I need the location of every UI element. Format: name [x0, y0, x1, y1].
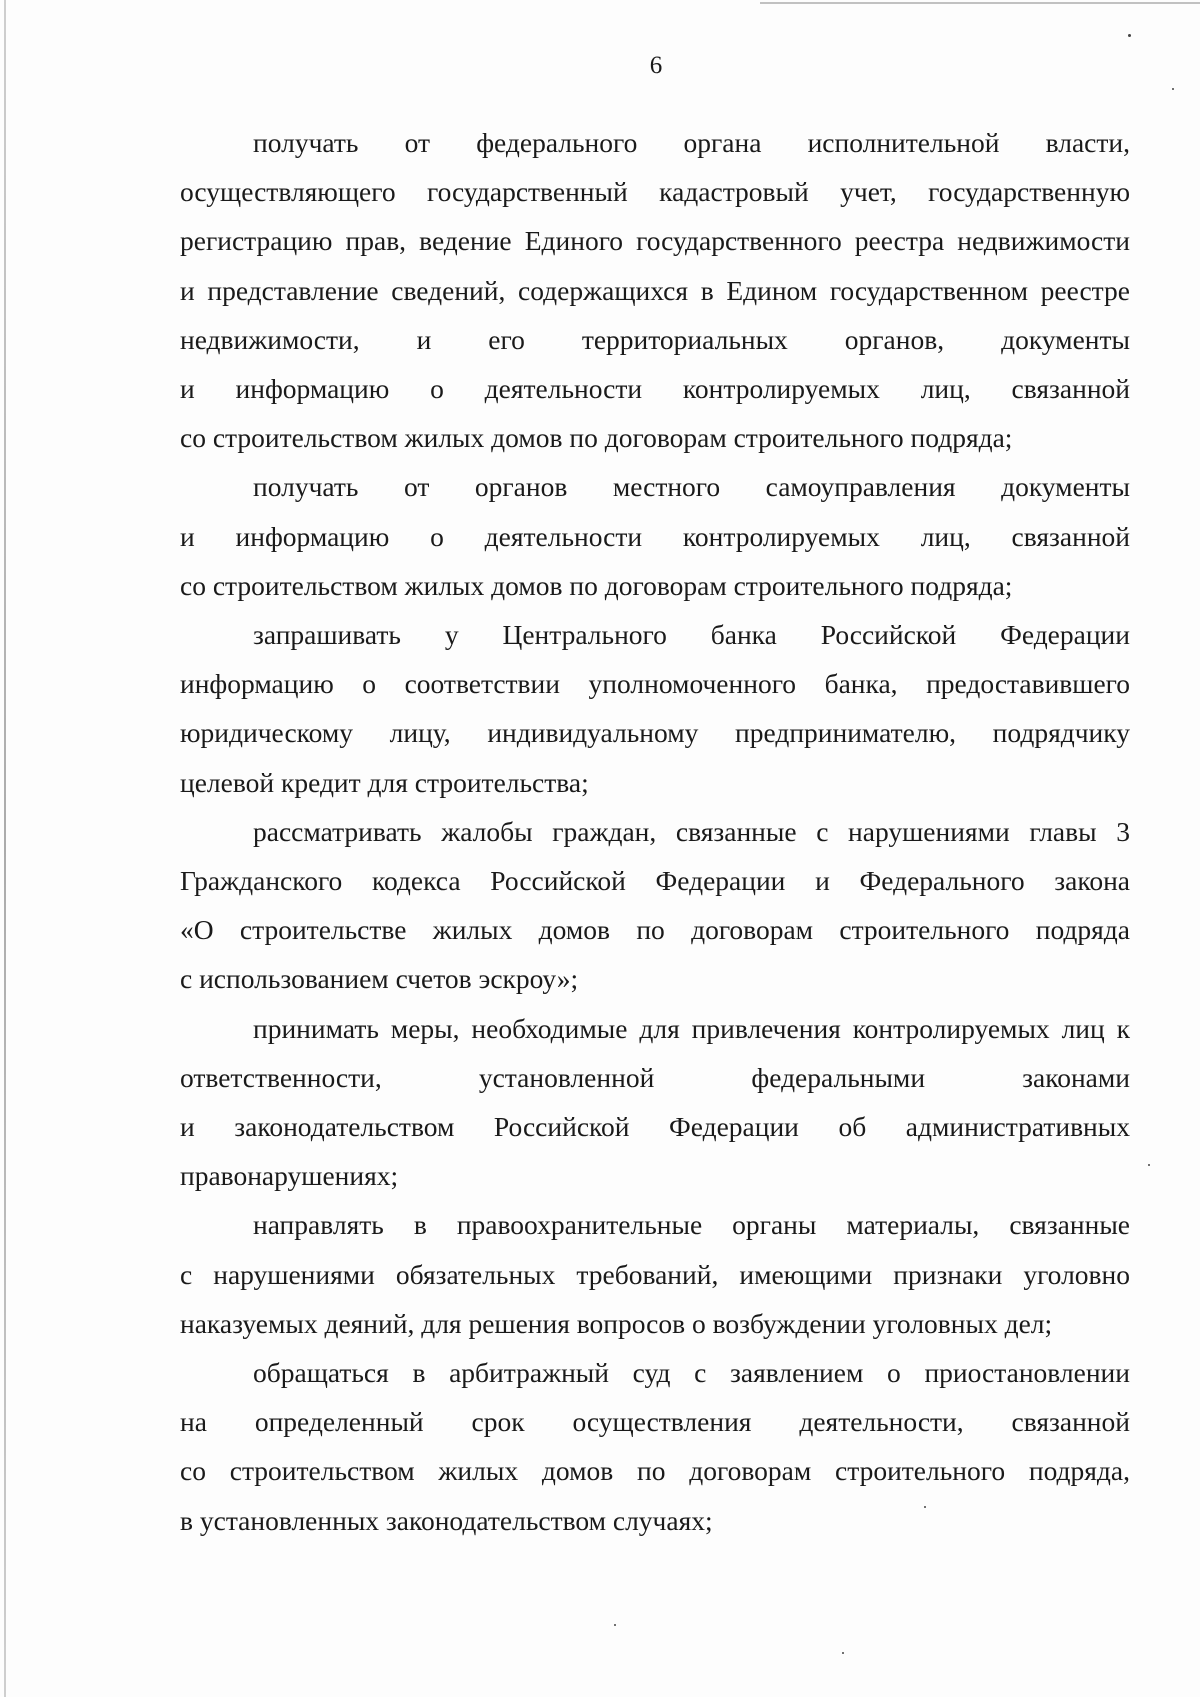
scan-speck — [614, 1624, 616, 1626]
text-line: обращаться в арбитражный суд с заявлением о приостановлении — [253, 1357, 1130, 1389]
scan-speck — [1172, 88, 1174, 90]
text-line: «О строительстве жилых домов по договорам строительного подряда — [180, 914, 1130, 946]
paragraph — [180, 118, 1130, 462]
paragraph — [180, 610, 1130, 807]
text-line: со строительством жилых домов по договорам строительного подряда, — [180, 1455, 1130, 1487]
scan-speck — [842, 1652, 844, 1654]
paragraph — [180, 807, 1130, 1004]
text-line: со строительством жилых домов по договорам строительного подряда; — [180, 569, 1013, 601]
text-line: и информацию о деятельности контролируемых лиц, связанной — [180, 520, 1130, 552]
text-line: в установленных законодательством случаях; — [180, 1504, 713, 1536]
text-line: запрашивать у Центрального банка Российской Федерации — [253, 619, 1130, 651]
text-line: ответственности, установленной федеральными законами — [180, 1061, 1130, 1093]
scan-speck — [1148, 1164, 1150, 1166]
text-line: правонарушениях; — [180, 1160, 399, 1192]
page-number: 6 — [649, 52, 663, 79]
text-line: наказуемых деяний, для решения вопросов о возбуждении уголовных дел; — [180, 1307, 1053, 1339]
text-line: юридическому лицу, индивидуальному предпринимателю, подрядчику — [180, 717, 1130, 749]
text-line: рассматривать жалобы граждан, связанные с нарушениями главы 3 — [253, 815, 1130, 847]
text-line: информацию о соответствии уполномоченного банка, предоставившего — [180, 668, 1130, 700]
text-line: со строительством жилых домов по договорам строительного подряда; — [180, 422, 1013, 454]
scan-speck — [1128, 34, 1131, 37]
scan-edge-top — [760, 2, 1200, 4]
text-line: и информацию о деятельности контролируемых лиц, связанной — [180, 373, 1130, 405]
text-line: получать от федерального органа исполнительной власти, — [253, 127, 1130, 158]
text-line: регистрацию прав, ведение Единого государственного реестра недвижимости — [180, 225, 1130, 257]
text-line: с нарушениями обязательных требований, имеющими признаки уголовно — [180, 1258, 1130, 1290]
scan-edge-left — [4, 0, 6, 1697]
text-line: и законодательством Российской Федерации об административных — [180, 1111, 1130, 1143]
text-line: Гражданского кодекса Российской Федерации и Федерального закона — [180, 865, 1130, 897]
text-line: на определенный срок осуществления деятельности, связанной — [180, 1406, 1130, 1438]
scan-speck — [924, 1506, 926, 1508]
text-line: принимать меры, необходимые для привлечения контролируемых лиц к — [253, 1012, 1130, 1044]
paragraph — [180, 462, 1130, 610]
text-line: направлять в правоохранительные органы материалы, связанные — [253, 1209, 1130, 1241]
document-body — [180, 118, 1130, 1545]
paragraph — [180, 1200, 1130, 1348]
text-line: целевой кредит для строительства; — [180, 766, 589, 798]
text-line: и представление сведений, содержащихся в Едином государственном реестре — [180, 274, 1130, 306]
text-line: получать от органов местного самоуправления документы — [253, 471, 1130, 503]
text-line: недвижимости, и его территориальных органов, документы — [180, 323, 1130, 355]
paragraph — [180, 1348, 1130, 1545]
text-line: с использованием счетов эскроу»; — [180, 963, 579, 995]
paragraph — [180, 1004, 1130, 1201]
text-line: осуществляющего государственный кадастровый учет, государственную — [180, 176, 1130, 208]
